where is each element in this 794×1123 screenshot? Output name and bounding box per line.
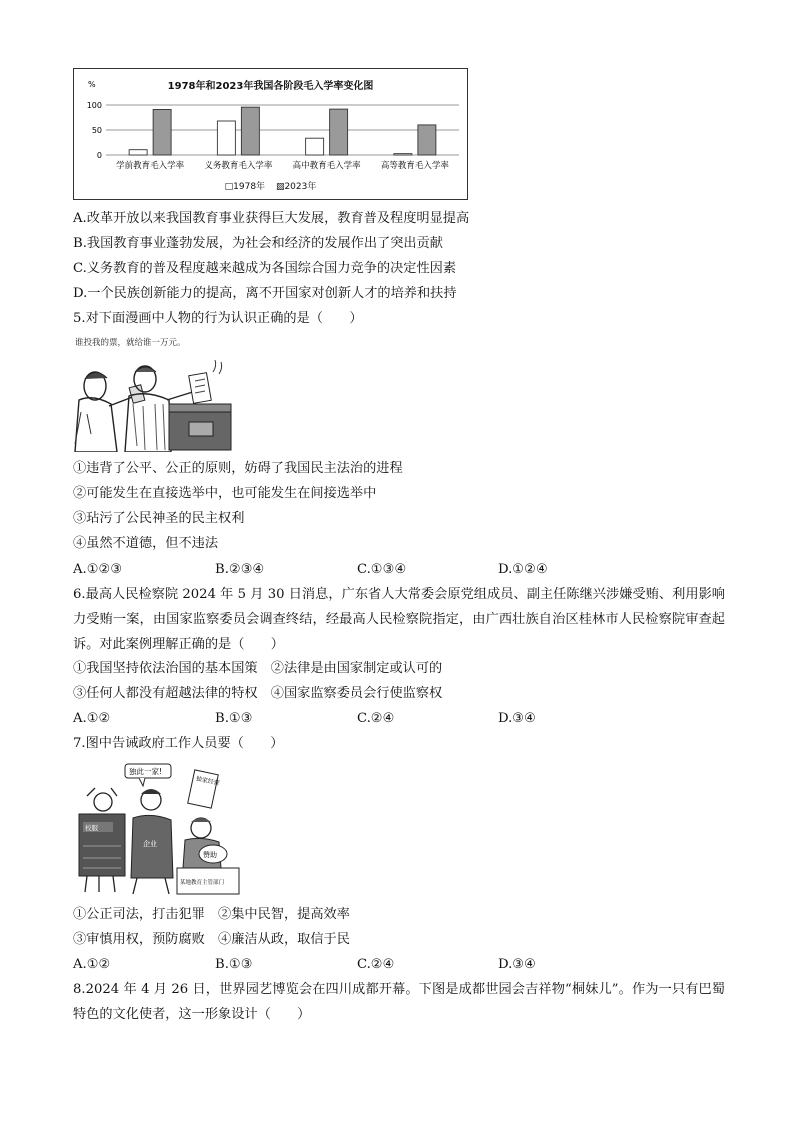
legend-item-2023: ▨2023年 xyxy=(275,182,317,192)
bar-1978 xyxy=(217,121,235,155)
q7-enterprise-label: 企业 xyxy=(143,840,157,848)
q5-item-2: ②可能发生在直接选举中，也可能发生在间接选举中 xyxy=(73,486,377,501)
chart-legend xyxy=(74,179,467,192)
q5-stem: 5.对下面漫画中人物的行为认识正确的是（ ） xyxy=(73,311,363,326)
q7-sponsor-label: 赞助 xyxy=(203,851,217,859)
q6-item-row-1: ①我国坚持依法治国的基本国策 ②法律是由国家制定或认可的 xyxy=(73,661,443,676)
chart-title: 1978年和2023年我国各阶段毛入学率变化图 xyxy=(167,81,374,92)
y-axis-unit: % xyxy=(88,80,96,89)
q6-choice-d[interactable]: D.③④ xyxy=(498,711,536,726)
q7-sign-text: 独家经营 xyxy=(195,775,221,788)
bar-2023 xyxy=(330,109,348,155)
bar-2023 xyxy=(153,109,171,155)
q7-stem: 7.图中告诫政府工作人员要（ ） xyxy=(73,736,284,751)
q5-choice-d[interactable]: D.①②④ xyxy=(498,562,548,577)
q5-choice-b[interactable]: B.②③④ xyxy=(215,562,265,577)
x-category-label: 义务教育毛入学率 xyxy=(204,161,273,171)
bar-1978 xyxy=(394,154,412,155)
bar-2023 xyxy=(241,107,259,155)
y-tick-label: 0 xyxy=(96,151,102,160)
q6-choice-c[interactable]: C.②④ xyxy=(357,711,395,726)
legend-item-1978: □1978年 xyxy=(224,182,266,192)
q4-option-d: D.一个民族创新能力的提高，离不开国家对创新人才的培养和扶持 xyxy=(73,286,457,301)
q6-item-row-2: ③任何人都没有超越法律的特权 ④国家监察委员会行使监察权 xyxy=(73,686,443,701)
q4-option-c: C.义务教育的普及程度越来越成为各国综合国力竞争的决定性因素 xyxy=(73,261,457,276)
q7-choice-b[interactable]: B.①③ xyxy=(215,957,253,972)
q5-bribery-cartoon xyxy=(73,334,243,452)
q5-item-3: ③玷污了公民神圣的民主权利 xyxy=(73,511,245,526)
q5-item-1: ①违背了公平、公正的原则，妨碍了我国民主法治的进程 xyxy=(73,461,403,476)
q7-choice-c[interactable]: C.②④ xyxy=(357,957,395,972)
x-category-label: 高中教育毛入学率 xyxy=(292,161,361,171)
q7-item-row-2: ③审慎用权，预防腐败 ④廉洁从政，取信于民 xyxy=(73,932,350,947)
q6-choice-a[interactable]: A.①② xyxy=(73,711,111,726)
bar-2023 xyxy=(418,125,436,155)
x-category-label: 学前教育毛入学率 xyxy=(116,161,185,171)
y-tick-label: 100 xyxy=(86,101,102,110)
q5-choice-a[interactable]: A.①②③ xyxy=(73,562,123,577)
q8-stem: 8.2024 年 4 月 26 日，世界园艺博览会在四川成都开幕。下图是成都世园会吉祥物“桐妹儿”。作为一只有巴蜀特色的文化使者，这一形象设计（ ） xyxy=(73,982,725,1022)
q7-desk-label: 某地教育主管部门 xyxy=(180,880,225,886)
q7-choice-a[interactable]: A.①② xyxy=(73,957,111,972)
q7-monopoly-cartoon xyxy=(73,762,241,896)
bar-1978 xyxy=(129,150,147,155)
q7-bubble-text: 独此一家! xyxy=(129,767,163,776)
y-tick-label: 50 xyxy=(91,126,102,135)
enrollment-bar-chart xyxy=(73,68,468,200)
q5-item-4: ④虽然不道德，但不违法 xyxy=(73,536,219,551)
q6-choice-b[interactable]: B.①③ xyxy=(215,711,253,726)
q7-item-row-1: ①公正司法，打击犯罪 ②集中民智，提高效率 xyxy=(73,907,350,922)
q5-cartoon-caption: 谁投我的票，就给谁一万元。 xyxy=(75,338,186,348)
bar-1978 xyxy=(306,138,324,155)
q5-choice-c[interactable]: C.①③④ xyxy=(357,562,407,577)
q7-uniform-label: 校服 xyxy=(85,824,98,832)
q4-option-a: A.改革开放以来我国教育事业获得巨大发展，教育普及程度明显提高 xyxy=(73,211,470,226)
q6-stem: 6.最高人民检察院 2024 年 5 月 30 日消息，广东省人大常委会原党组成员、副主任陈继兴涉嫌受贿、利用影响力受贿一案，由国家监察委员会调查终结，经最高人民检察院指定，由广西壮族自治区桂林市人民检察院审查起诉。对此案例理解正确的是（ ） xyxy=(73,587,725,652)
q7-choice-d[interactable]: D.③④ xyxy=(498,957,536,972)
q4-option-b: B.我国教育事业蓬勃发展，为社会和经济的发展作出了突出贡献 xyxy=(73,236,443,251)
x-category-label: 高等教育毛入学率 xyxy=(380,161,449,171)
